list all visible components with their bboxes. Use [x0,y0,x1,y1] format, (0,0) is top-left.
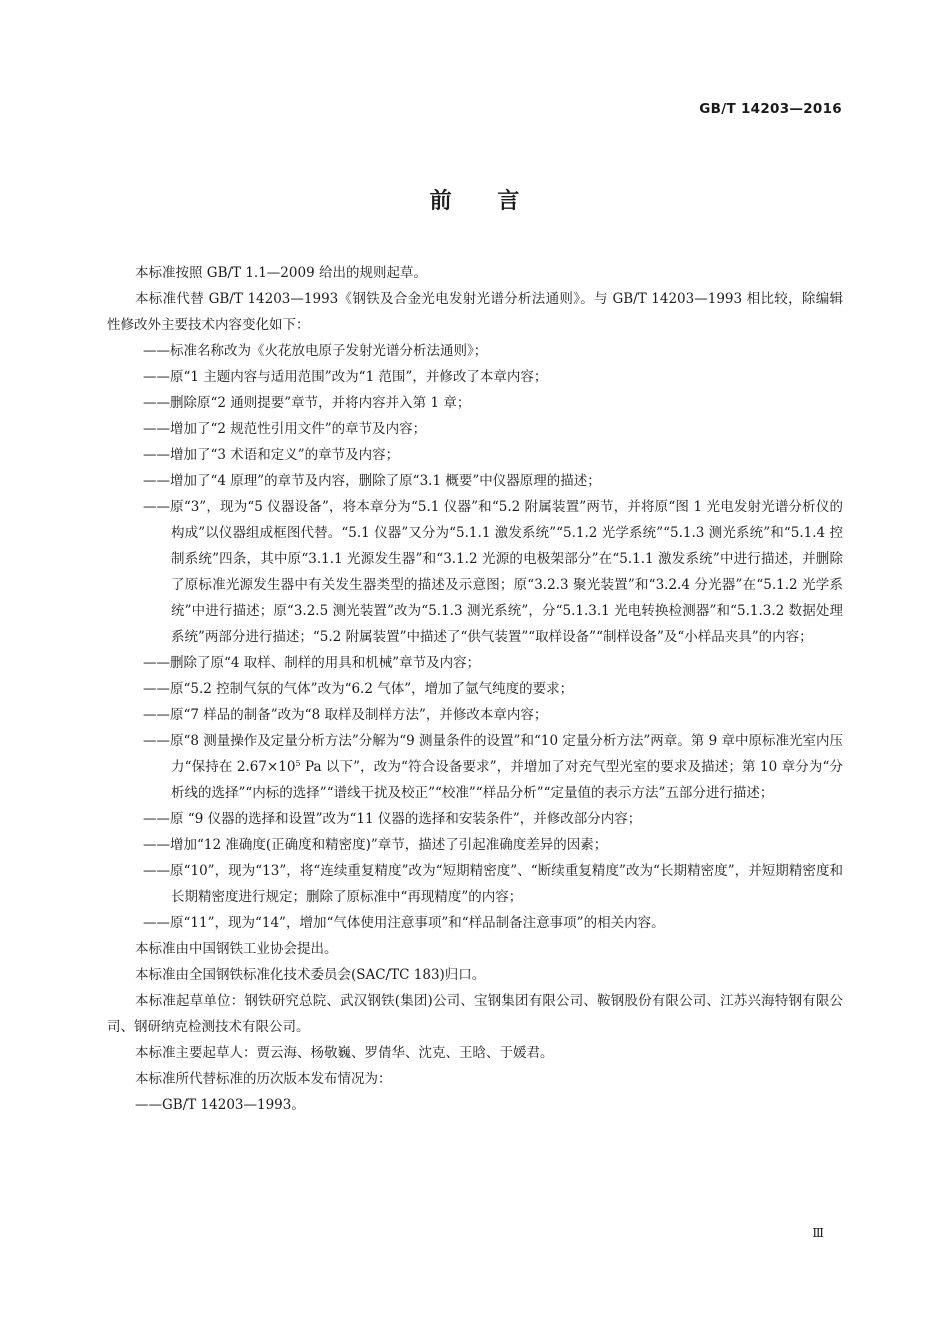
list-item: ——增加了“3 术语和定义”的章节及内容； [143,447,400,463]
foreword-body [107,260,843,1118]
list-item: ——标准名称改为《火花放电原子发射光谱分析法通则》； [143,343,488,359]
list-item: ——原“5.2 控制气氛的气体”改为“6.2 气体”，增加了氩气纯度的要求； [143,681,574,697]
list-item: ——GB/T 14203—1993。 [135,1097,305,1113]
page-title: 前 言 [429,189,521,214]
paragraph: 本标准代替 GB/T 14203—1993《钢铁及合金光电发射光谱分析法通则》。与 GB/T 14203—1993 相比较，除编辑性修改外主要技术内容变化如下： [107,291,843,333]
list-item: ——增加“12 准确度(正确度和精密度)”章节，描述了引起准确度差异的因素； [143,837,608,853]
page-number: Ⅲ [812,1226,824,1240]
list-item: ——增加了“4 原理”的章节及内容，删除了原“3.1 概要”中仪器原理的描述； [143,473,601,489]
standard-code: GB/T 14203—2016 [699,101,842,117]
list-item-text: Pa 以下”，改为“符合设备要求”，并增加了对充气型光室的要求及描述；第 10 章分为“分析线的选择”“内标的选择”“谱线干扰及校正”“校准”“样品分析”“定量值的表示方法”五部分进行描述； [171,759,843,801]
paragraph: 本标准由中国钢铁工业协会提出。 [135,941,338,957]
paragraph: 本标准由全国钢铁标准化技术委员会(SAC/TC 183)归口。 [135,967,486,983]
list-item: ——原“1 主题内容与适用范围”改为“1 范围”，并修改了本章内容； [143,369,548,385]
list-item [107,728,843,806]
exponent: 5 [295,759,301,768]
list-item: ——原 “9 仪器的选择和设置”改为“11 仪器的选择和安装条件”，并修改部分内容； [143,811,642,827]
list-item: ——删除原“2 通则提要”章节，并将内容并入第 1 章； [143,395,471,411]
paragraph: 本标准按照 GB/T 1.1—2009 给出的规则起草。 [135,265,427,281]
paragraph: 本标准起草单位：钢铁研究总院、武汉钢铁(集团)公司、宝钢集团有限公司、鞍钢股份有限公司、江苏兴海特钢有限公司、钢研纳克检测技术有限公司。 [107,993,843,1035]
list-item: ——原“7 样品的制备”改为“8 取样及制样方法”，并修改本章内容； [143,707,548,723]
paragraph: 本标准主要起草人：贾云海、杨敬巍、罗倩华、沈克、王晗、于媛君。 [135,1045,554,1061]
list-item-text: ——原“8 测量操作及定量分析方法”分解为“9 测量条件的设置”和“10 定量分析方法”两章。第 9 章中原标准光室内压力“保持在 2.67×10 [143,733,843,775]
list-item: ——原“10”，现为“13”，将“连续重复精度”改为“短期精密度”、“断续重复精度”改为“长期精密度”，并短期精密度和长期精密度进行规定；删除了原标准中“再现精度”的内容； [143,863,843,905]
list-item: ——删除了原“4 取样、制样的用具和机械”章节及内容； [143,655,481,671]
paragraph: 本标准所代替标准的历次版本发布情况为： [135,1071,392,1087]
list-item: ——原“3”，现为“5 仪器设备”，将本章分为“5.1 仪器”和“5.2 附属装置”两节，并将原“图 1 光电发射光谱分析仪的构成”以仪器组成框图代替。“5.1 仪器”又分为“5.1.1 激发系统”“5.1.2 光学系统”“5.1.3 测光系统”和“5.1.4 控制系统”四条，其中原“3.1.1 光源发生器”和“3.1.2 光源的电极架部分”在“5.1.1 激发系统”中进行描述，并删除了原标准光源发生器中有关发生器类型的描述及示意图；原“3.2.3 聚光装置”和“3.2.4 分光器”在“5.1.2 光学系统”中进行描述；原“3.2.5 测光装置”改为“5.1.3 测光系统”，分“5.1.3.1 光电转换检测器”和“5.1.3.2 数据处理系统”两部分进行描述；“5.2 附属装置”中描述了“供气装置”“取样设备”“制样设备”及“小样品夹具”的内容； [143,499,843,645]
list-item: ——增加了“2 规范性引用文件”的章节及内容； [143,421,427,437]
list-item: ——原“11”，现为“14”，增加“气体使用注意事项”和“样品制备注意事项”的相关内容。 [143,915,665,931]
